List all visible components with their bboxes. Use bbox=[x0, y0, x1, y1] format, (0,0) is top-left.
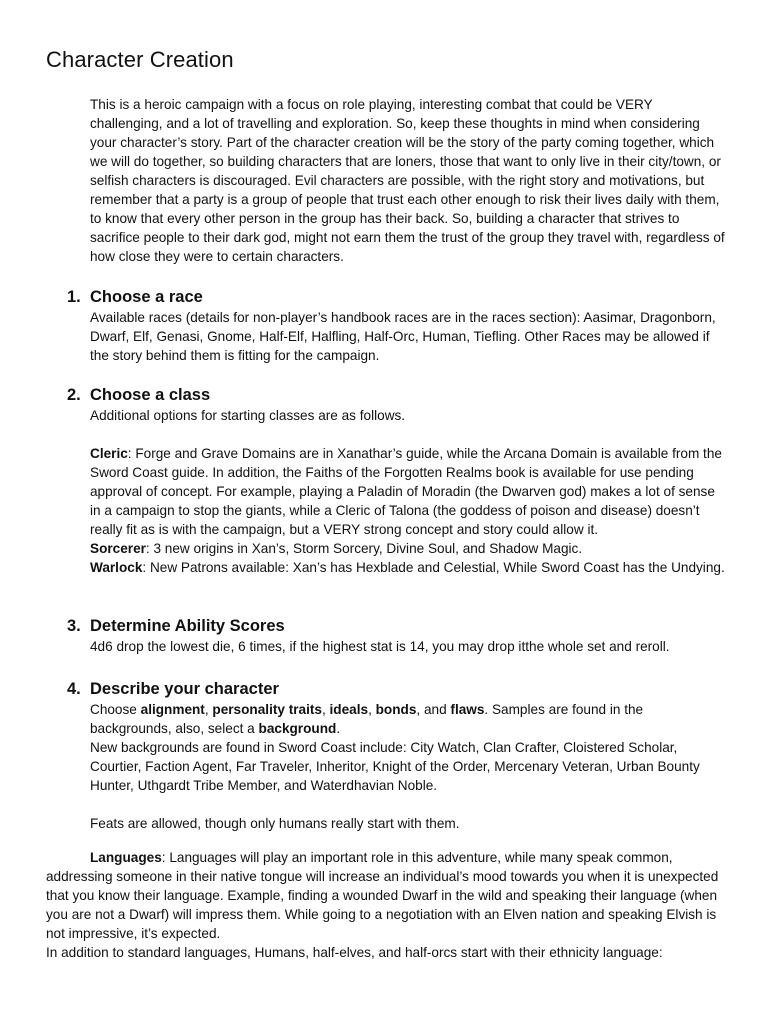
section-title: Determine Ability Scores bbox=[90, 617, 285, 635]
section-describe-character bbox=[46, 678, 728, 833]
section-title: Describe your character bbox=[90, 680, 279, 698]
languages-label: Languages bbox=[90, 850, 162, 865]
personality-traits-term: personality traits bbox=[212, 702, 322, 717]
text-run: , bbox=[204, 702, 213, 717]
feats-paragraph: Feats are allowed, though only humans really start with them. bbox=[90, 816, 460, 831]
section-number: 2. bbox=[67, 386, 81, 404]
section-choose-class bbox=[46, 384, 728, 577]
backgrounds-paragraph: New backgrounds are found in Sword Coast include: City Watch, Clan Crafter, Cloistered Scholar, Courtier, Faction Agent, Far Traveler, Inheritor, Knight of the Order, Mercenary Veteran, Urban Bounty Hunter, Uthgardt Tribe Member, and Waterdhavian Noble. bbox=[90, 740, 700, 793]
section-number: 3. bbox=[67, 617, 81, 635]
section-number: 1. bbox=[67, 288, 81, 306]
alignment-term: alignment bbox=[140, 702, 205, 717]
text-run: , bbox=[368, 702, 376, 717]
languages-last-line: In addition to standard languages, Humans, half-elves, and half-orcs start with their ethnicity language: bbox=[46, 945, 663, 960]
section-title: Choose a class bbox=[90, 386, 211, 404]
sorcerer-label: Sorcerer bbox=[90, 541, 146, 556]
text-run: , bbox=[321, 702, 330, 717]
sorcerer-paragraph bbox=[90, 539, 728, 558]
languages-block bbox=[46, 848, 728, 962]
ideals-term: ideals bbox=[329, 702, 369, 717]
section-heading bbox=[46, 615, 728, 637]
section-ability-scores bbox=[46, 615, 728, 656]
section-body: 4d6 drop the lowest die, 6 times, if the highest stat is 14, you may drop itthe whole set and reroll. bbox=[90, 639, 670, 654]
cleric-paragraph bbox=[90, 444, 728, 539]
text-run: , and bbox=[416, 702, 451, 717]
section-body: Additional options for starting classes are as follows. bbox=[90, 408, 406, 423]
flaws-term: flaws bbox=[450, 702, 485, 717]
warlock-text: : New Patrons available: Xan’s has Hexblade and Celestial, While Sword Coast has the Undying. bbox=[142, 560, 725, 575]
section-heading bbox=[46, 286, 728, 308]
background-term: background bbox=[258, 721, 337, 736]
page-title: Character Creation bbox=[46, 47, 234, 72]
describe-paragraph bbox=[90, 700, 728, 738]
bonds-term: bonds bbox=[375, 702, 417, 717]
sorcerer-text: : 3 new origins in Xan’s, Storm Sorcery, Divine Soul, and Shadow Magic. bbox=[145, 541, 583, 556]
text-run: . Samples are found in the backgrounds, also, select a bbox=[90, 702, 644, 736]
section-heading bbox=[46, 678, 728, 700]
cleric-label: Cleric bbox=[90, 446, 128, 461]
warlock-paragraph bbox=[90, 558, 728, 577]
intro-paragraph: This is a heroic campaign with a focus on role playing, interesting combat that could be VERY challenging, and a lot of travelling and exploration. So, keep these thoughts in mind when considering your character’s story. Part of the character creation will be the story of the party coming together, which we will do together, so building characters that are loners, those that want to only live in their city/town, or selfish characters is discouraged. Evil characters are possible, with the right story and motivations, but remember that a party is a group of people that trust each other enough to risk their lives daily with them, to know that every other person in the group has their back. So, building a character that strives to sacrifice people to their dark god, might not earn them the trust of the group they travel with, regardless of how close they were to certain characters. bbox=[90, 97, 725, 264]
section-heading bbox=[46, 384, 728, 406]
languages-paragraph bbox=[46, 848, 728, 943]
section-number: 4. bbox=[67, 680, 81, 698]
languages-text: : Languages will play an important role in this adventure, while many speak common, addressing someone in their native tongue will increase an individual’s mood towards you when it is unexpected that you know their language. Example, finding a wounded Dwarf in the wild and speaking their language (when you are not a Dwarf) will impress them. While going to a negotiation with an Elven nation and speaking Elvish is not impressive, it’s expected. bbox=[46, 850, 719, 941]
text-run: Choose bbox=[90, 702, 141, 717]
section-title: Choose a race bbox=[90, 288, 203, 306]
warlock-label: Warlock bbox=[90, 560, 143, 575]
section-choose-race bbox=[46, 286, 728, 365]
section-body: Available races (details for non-player’s handbook races are in the races section): Aasimar, Dragonborn, Dwarf, Elf, Genasi, Gnome, Half-Elf, Halfling, Half-Orc, Human, Tiefling. Other Races may be allowed if the story behind them is fitting for the campaign. bbox=[90, 310, 716, 363]
text-run: . bbox=[336, 721, 341, 736]
cleric-text: : Forge and Grave Domains are in Xanathar’s guide, while the Arcana Domain is available from the Sword Coast guide. In addition, the Faiths of the Forgotten Realms book is available for use pending approval of concept. For example, playing a Paladin of Moradin (the Dwarven god) makes a lot of sense in a campaign to stop the giants, while a Cleric of Talona (the goddess of poison and disease) doesn’t really fit as is with the campaign, but a VERY strong concept and story could allow it. bbox=[90, 446, 722, 537]
